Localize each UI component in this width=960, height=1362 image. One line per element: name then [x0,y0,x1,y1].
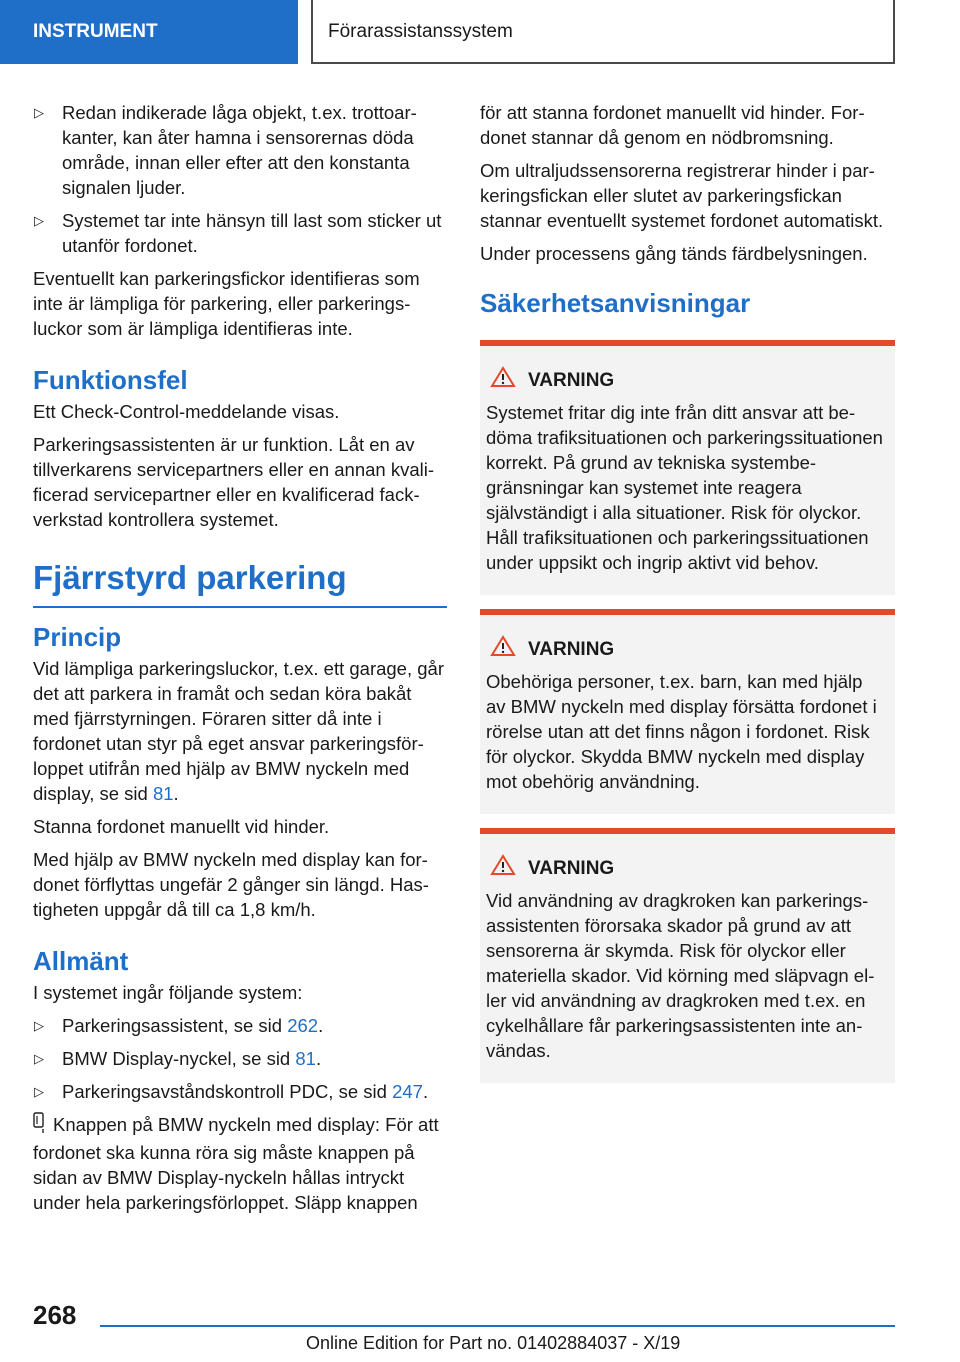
paragraph: Eventuellt kan parkeringsfickor identifieras som inte är lämpliga för parkering, eller parkeringsluckor som är lämpliga identifieras inte. [33,268,420,339]
page-link[interactable]: 262 [287,1015,319,1036]
triangle-bullet-icon: ▷ [34,1084,44,1099]
heading-rule [33,606,447,608]
paragraph: för att stanna fordonet manuellt vid hinder. Fordonet stannar då genom en nödbromsning. [480,102,865,148]
paragraph: Under processens gång tänds färdbelysningen. [480,243,868,264]
paragraph: Om ultraljudssensorerna registrerar hinder i parkeringsfickan eller slutet av parkeringsfickan stannar eventuellt systemet fordonet automatiskt. [480,160,884,231]
warning-box: VARNING Systemet fritar dig inte från ditt ansvar att bedöma trafiksituationen och parkeringssituationen korrekt. På grund av tekniska systembegränsningar kan systemet inte reagera självständigt i alla situationer. Risk för olyckor. Håll trafiksituationen och parkeringssituationen under uppsikt och ingrip aktivt vid behov. [480,340,895,595]
page-link[interactable]: 247 [392,1081,423,1102]
heading-allmant: Allmänt [33,946,129,976]
list-item: ▷ Redan indikerade låga objekt, t.ex. trottoarkanter, kan åter hamna i sensorernas döda område, innan eller efter att den konstanta signalen ljuder. [34,102,417,198]
list-item: ▷ Parkeringsassistent, se sid 262. [34,1015,324,1036]
heading-fjarrstyrd-parkering: Fjärrstyrd parkering [33,559,347,596]
list-item: ▷ BMW Display-nyckel, se sid 81. [34,1048,322,1069]
warning-triangle-icon [490,854,520,884]
right-column [480,100,895,1097]
footer-rule [100,1325,895,1327]
paragraph: I systemet ingår följande system: [33,982,303,1003]
paragraph: Parkeringsassistenten är ur funktion. Låt en av tillverkarens servicepartners eller en annan kvalificerad servicepartner eller en kvalificerad fackverkstad kontrollera systemet. [33,434,435,530]
paragraph: Med hjälp av BMW nyckeln med display kan fordonet förflyttas ungefär 2 gånger sin längd. Hastigheten uppgår då till ca 1,8 km/h. [33,849,429,920]
warning-box: VARNING Obehöriga personer, t.ex. barn, kan med hjälp av BMW nyckeln med display försätta fordonet i rörelse utan att det finns någon i fordonet. Risk för olyckor. Skydda BMW nyckeln med display mot obehörig användning. [480,609,895,814]
chapter-title: Förarassistanssystem [311,0,895,64]
key-fob-icon [33,1112,47,1140]
triangle-bullet-icon: ▷ [34,1051,44,1066]
page-link[interactable]: 81 [295,1048,316,1069]
page-link[interactable]: 81 [152,783,174,804]
list-item: ▷ Parkeringsavståndskontroll PDC, se sid 247. [34,1081,429,1102]
list-item: ▷ Systemet tar inte hänsyn till last som sticker ut utanför fordonet. [34,210,442,256]
warning-triangle-icon [490,366,520,396]
triangle-bullet-icon: ▷ [34,213,44,228]
left-column [33,100,447,1223]
heading-sakerhetsanvisningar: Säkerhetsanvisningar [480,288,751,318]
warning-box: VARNING Vid användning av dragkroken kan parkeringsassistenten förorsaka skador på grund av att sensorerna är skymda. Risk för olyckor eller materiella skador. Vid körning med släpvagn eller vid användning av dragkroken med t.ex. en cykelhållare får parkeringsassistenten inte användas. [480,828,895,1083]
paragraph: Knappen på BMW nyckeln med display: För att fordonet ska kunna röra sig måste knappen på sidan av BMW Display-nyckeln hållas intryckt under hela parkeringsförloppet. Släpp knappen [33,1114,439,1214]
paragraph: Stanna fordonet manuellt vid hinder. [33,816,330,837]
heading-princip: Princip [33,622,122,652]
page-number: 268 [33,1300,77,1330]
edition-footer: Online Edition for Part no. 01402884037 - X/19 [306,1333,681,1353]
triangle-bullet-icon: ▷ [34,1018,44,1033]
heading-funktionsfel: Funktionsfel [33,365,188,395]
triangle-bullet-icon: ▷ [34,105,44,120]
paragraph: Vid lämpliga parkeringsluckor, t.ex. ett garage, går det att parkera in framåt och sedan köra bakåt med fjärrstyrningen. Föraren sitter då inte i fordonet utan styr på eget ansvar parkeringsförloppet utifrån med hjälp av BMW nyckeln med display, se sid 81. [33,658,444,804]
section-tab: INSTRUMENT [0,0,298,64]
warning-triangle-icon [490,635,520,665]
paragraph: Ett Check-Control-meddelande visas. [33,401,340,422]
